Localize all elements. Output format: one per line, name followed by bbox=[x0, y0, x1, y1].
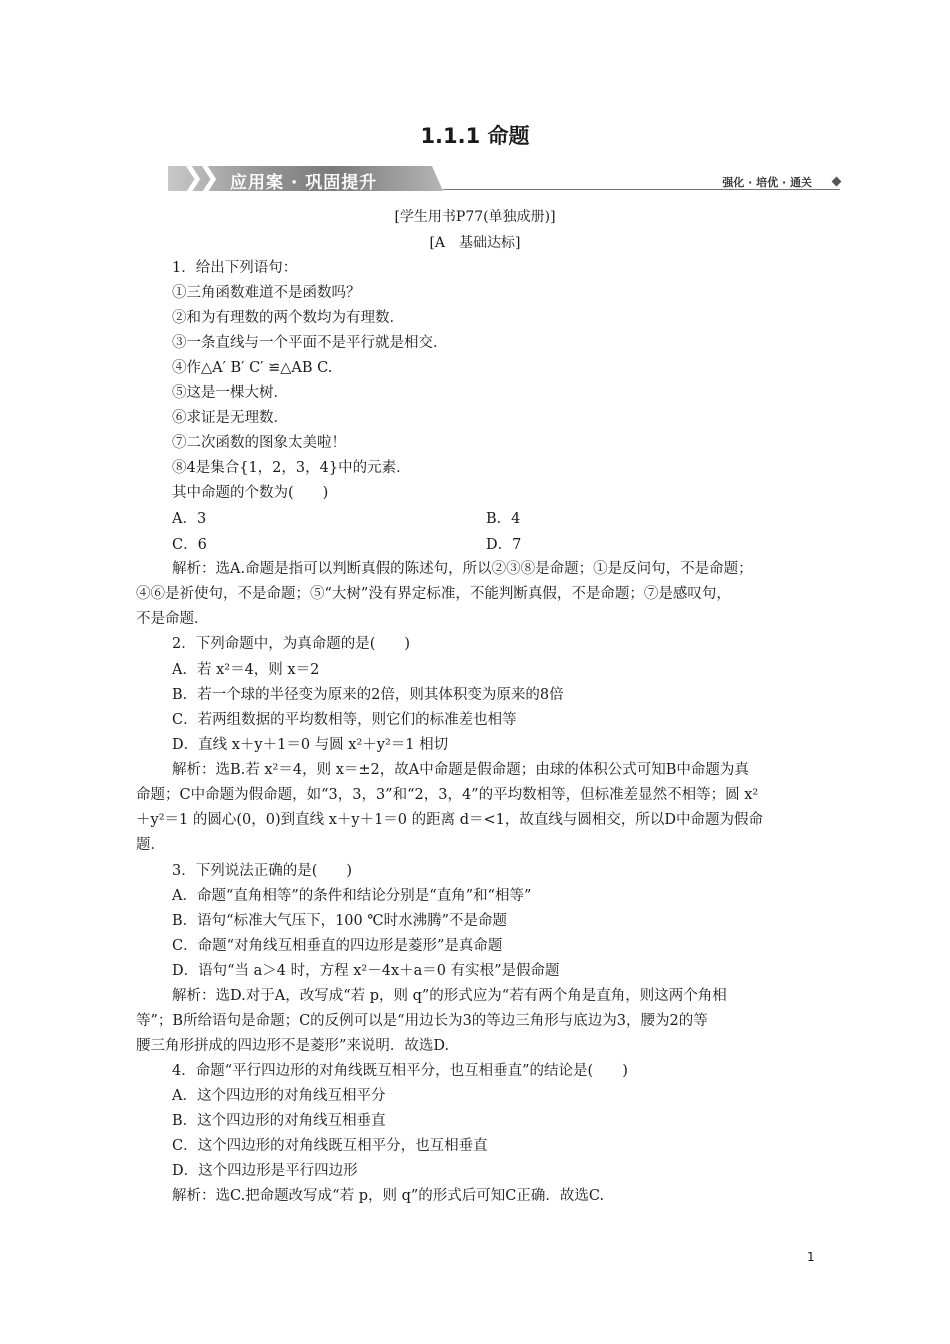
option-b: B．语句“标准大气压下，100 ℃时水沸腾”不是命题 bbox=[172, 913, 507, 929]
chevron-right-icon: ❯ bbox=[198, 163, 220, 193]
statement: ⑥求证是无理数． bbox=[172, 410, 288, 426]
statement: ③一条直线与一个平面不是平行就是相交． bbox=[172, 335, 448, 351]
analysis-line: 解析：选B.若 x²＝4，则 x＝±2，故A中命题是假命题；由球的体积公式可知B中命题为真 bbox=[172, 762, 749, 778]
option-a: A．若 x²＝4，则 x＝2 bbox=[172, 662, 320, 678]
option-a: A．3 bbox=[172, 511, 207, 527]
analysis-line: ④⑥是祈使句，不是命题；⑤“大树”没有界定标准，不能判断真假，不是命题；⑦是感叹句， bbox=[136, 586, 731, 602]
option-b: B．若一个球的半径变为原来的2倍，则其体积变为原来的8倍 bbox=[172, 687, 564, 703]
option-d: D．语句“当 a＞4 时，方程 x²－4x＋a＝0 有实根”是假命题 bbox=[172, 963, 560, 979]
statement: ①三角函数难道不是函数吗？ bbox=[172, 285, 361, 301]
option-d: D．7 bbox=[486, 537, 522, 553]
analysis-line: 命题；C中命题为假命题，如“3，3，3”和“2，3，4”的平均数相等，但标准差显然不相等；圆 x² bbox=[136, 787, 759, 803]
banner-tagline: 强化 · 培优 · 通关 bbox=[722, 176, 812, 189]
question-stem: 1．给出下列语句： bbox=[172, 260, 298, 276]
page-title: 1.1.1 命题 bbox=[420, 124, 530, 148]
analysis-line: 等”；B所给语句是命题；C的反例可以是“用边长为3的等边三角形与底边为3，腰为2的等 bbox=[136, 1013, 708, 1029]
option-c: C．这个四边形的对角线既互相平分，也互相垂直 bbox=[172, 1138, 488, 1154]
option-a: A．这个四边形的对角线互相平分 bbox=[172, 1088, 386, 1104]
section-heading: [A 基础达标] bbox=[429, 235, 521, 251]
statement: ⑤这是一棵大树． bbox=[172, 385, 288, 401]
page-number: 1 bbox=[807, 1250, 815, 1264]
analysis-line: 题． bbox=[136, 837, 165, 853]
question-stem: 3．下列说法正确的是( ) bbox=[172, 863, 353, 879]
analysis-line: ＋y²＝1 的圆心(0，0)到直线 x＋y＋1＝0 的距离 d＝<1，故直线与圆相交，所以D中命题为假命 bbox=[136, 812, 764, 828]
statement: ④作△A′ B′ C′ ≌△AB C. bbox=[172, 360, 333, 376]
option-d: D．直线 x＋y＋1＝0 与圆 x²＋y²＝1 相切 bbox=[172, 737, 449, 753]
option-c: C．命题“对角线互相垂直的四边形是菱形”是真命题 bbox=[172, 938, 503, 954]
analysis-line: 不是命题． bbox=[136, 611, 209, 627]
statement: ②和为有理数的两个数均为有理数． bbox=[172, 310, 404, 326]
option-b: B．4 bbox=[486, 511, 521, 527]
option-d: D．这个四边形是平行四边形 bbox=[172, 1163, 358, 1179]
option-b: B．这个四边形的对角线互相垂直 bbox=[172, 1113, 386, 1129]
chevron-right-icon: ❯ bbox=[182, 163, 204, 193]
statement: ⑦二次函数的图象太美啦！ bbox=[172, 435, 346, 451]
book-reference: [学生用书P77(单独成册)] bbox=[394, 209, 556, 225]
analysis-line: 解析：选A.命题是指可以判断真假的陈述句，所以②③⑧是命题；①是反问句，不是命题； bbox=[172, 561, 753, 577]
analysis-line: 解析：选C.把命题改写成“若 p，则 q”的形式后可知C正确．故选C. bbox=[172, 1188, 605, 1204]
option-a: A．命题“直角相等”的条件和结论分别是“直角”和“相等” bbox=[172, 888, 532, 904]
analysis-line: 腰三角形拼成的四边形不是菱形”来说明．故选D. bbox=[136, 1038, 450, 1054]
option-c: C．6 bbox=[172, 537, 207, 553]
question-stem: 4．命题“平行四边形的对角线既互相平分，也互相垂直”的结论是( ) bbox=[172, 1063, 628, 1079]
banner-label: 应用案 · 巩固提升 bbox=[230, 173, 378, 193]
question-stem: 2．下列命题中，为真命题的是( ) bbox=[172, 636, 411, 652]
question-prompt: 其中命题的个数为( ) bbox=[172, 485, 329, 501]
analysis-line: 解析：选D.对于A，改写成“若 p，则 q”的形式应为“若有两个角是直角，则这两个角相 bbox=[172, 988, 727, 1004]
section-banner bbox=[168, 164, 840, 194]
option-c: C．若两组数据的平均数相等，则它们的标准差也相等 bbox=[172, 712, 517, 728]
diamond-icon bbox=[832, 177, 842, 187]
statement: ⑧4是集合{1，2，3，4}中的元素． bbox=[172, 460, 411, 476]
